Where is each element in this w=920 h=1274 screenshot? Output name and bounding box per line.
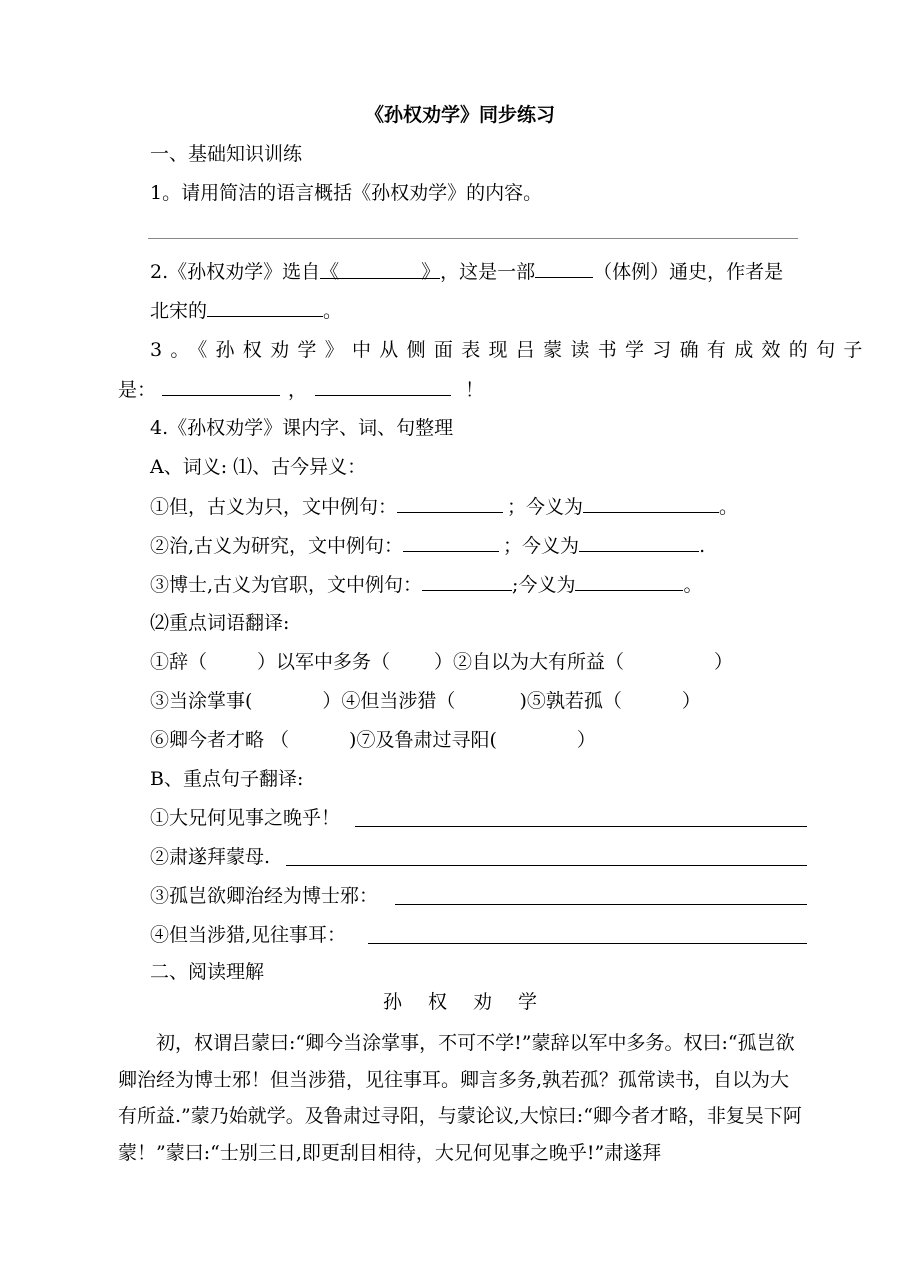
ci-translation-heading: ⑵重点词语翻译: bbox=[150, 612, 290, 634]
gujin-2-example-blank[interactable] bbox=[403, 533, 499, 552]
gujin-1-meaning-blank[interactable] bbox=[583, 494, 719, 513]
q2-mid: ，这是一部 bbox=[440, 261, 536, 283]
part-a-heading: A、词义: ⑴、古今异义： bbox=[150, 456, 367, 478]
gujin-1-example-blank[interactable] bbox=[397, 494, 503, 513]
ci-row-2: ③当涂掌事( ）④但当涉猎（ )⑤孰若孤（ ） bbox=[150, 690, 701, 712]
q3-blank-2[interactable] bbox=[315, 377, 451, 396]
sentence-2-answer-line[interactable] bbox=[286, 865, 807, 866]
question-2 bbox=[150, 259, 783, 284]
gujin-item-1: ①但，古义为只，文中例句： ；今义为 。 bbox=[150, 496, 739, 518]
ci-row-1: ①辞（ ）以军中多务（ ）②自以为大有所益（ ） bbox=[150, 651, 734, 673]
gujin-3-example-blank[interactable] bbox=[422, 572, 512, 591]
sentence-1: ①大兄何见事之晚乎！ bbox=[150, 807, 341, 829]
sentence-3-answer-line[interactable] bbox=[395, 904, 807, 905]
question-3: 3。《孙权劝学》中从侧面表现吕蒙读书学习确有成效的句子 bbox=[150, 339, 871, 361]
part-b-heading: B、重点句子翻译: bbox=[150, 768, 304, 790]
gujin-item-3: ③博士,古义为官职，文中例句： ;今义为 。 bbox=[150, 574, 703, 596]
sentence-1-answer-line[interactable] bbox=[355, 826, 807, 827]
q3-blank-1[interactable] bbox=[162, 377, 280, 396]
ci-row-3: ⑥卿今者才略 （ )⑦及鲁肃过寻阳( ） bbox=[150, 729, 596, 751]
q2-book-blank[interactable]: 《 》 bbox=[320, 261, 441, 283]
gujin-item-2: ②治,古义为研究，文中例句： ；今义为 . bbox=[150, 535, 706, 557]
gujin-3-meaning-blank[interactable] bbox=[575, 572, 683, 591]
question-4: 4.《孙权劝学》课内字、词、句整理 bbox=[150, 417, 454, 439]
section-heading-basics: 一、基础知识训练 bbox=[150, 143, 303, 165]
reading-passage: 初，权谓吕蒙曰:“卿今当涂掌事，不可不学!”蒙辞以军中多务。权曰:“孤岂欲卿治经为博士邪！但当涉猎，见往事耳。卿言多务,孰若孤？孤常读书，自以为大有所益.”蒙乃始就学。及鲁肃过寻阳，与蒙论议,大惊曰:“卿今者才略，非复吴下阿蒙！”蒙曰:“士别三日,即更刮目相待，大兄何见事之晚乎!”肃遂拜 bbox=[118, 1032, 802, 1164]
sentence-4-answer-line[interactable] bbox=[368, 943, 807, 944]
reading-title: 孙 权 劝 学 bbox=[382, 991, 538, 1013]
q2-style-blank[interactable] bbox=[535, 259, 593, 278]
question-2-cont: 北宋的 。 bbox=[150, 300, 343, 322]
question-1: 1。请用简洁的语言概括《孙权劝学》的内容。 bbox=[150, 182, 543, 204]
question-3-cont: 是： ， ！ bbox=[118, 379, 485, 401]
sentence-2: ②肃遂拜蒙母. bbox=[150, 846, 271, 868]
page-title: 《孙权劝学》同步练习 bbox=[364, 104, 555, 126]
q2-author-blank[interactable] bbox=[207, 298, 323, 317]
answer-line-q1 bbox=[148, 238, 798, 239]
section-heading-reading: 二、阅读理解 bbox=[150, 961, 265, 983]
gujin-2-meaning-blank[interactable] bbox=[579, 533, 699, 552]
q2-prefix: 2.《孙权劝学》选自 bbox=[150, 261, 321, 283]
q2-suffix: （体例）通史，作者是 bbox=[593, 261, 784, 283]
sentence-4: ④但当涉猎,见往事耳： bbox=[150, 924, 347, 946]
sentence-3: ③孤岂欲卿治经为博士邪： bbox=[150, 885, 379, 907]
